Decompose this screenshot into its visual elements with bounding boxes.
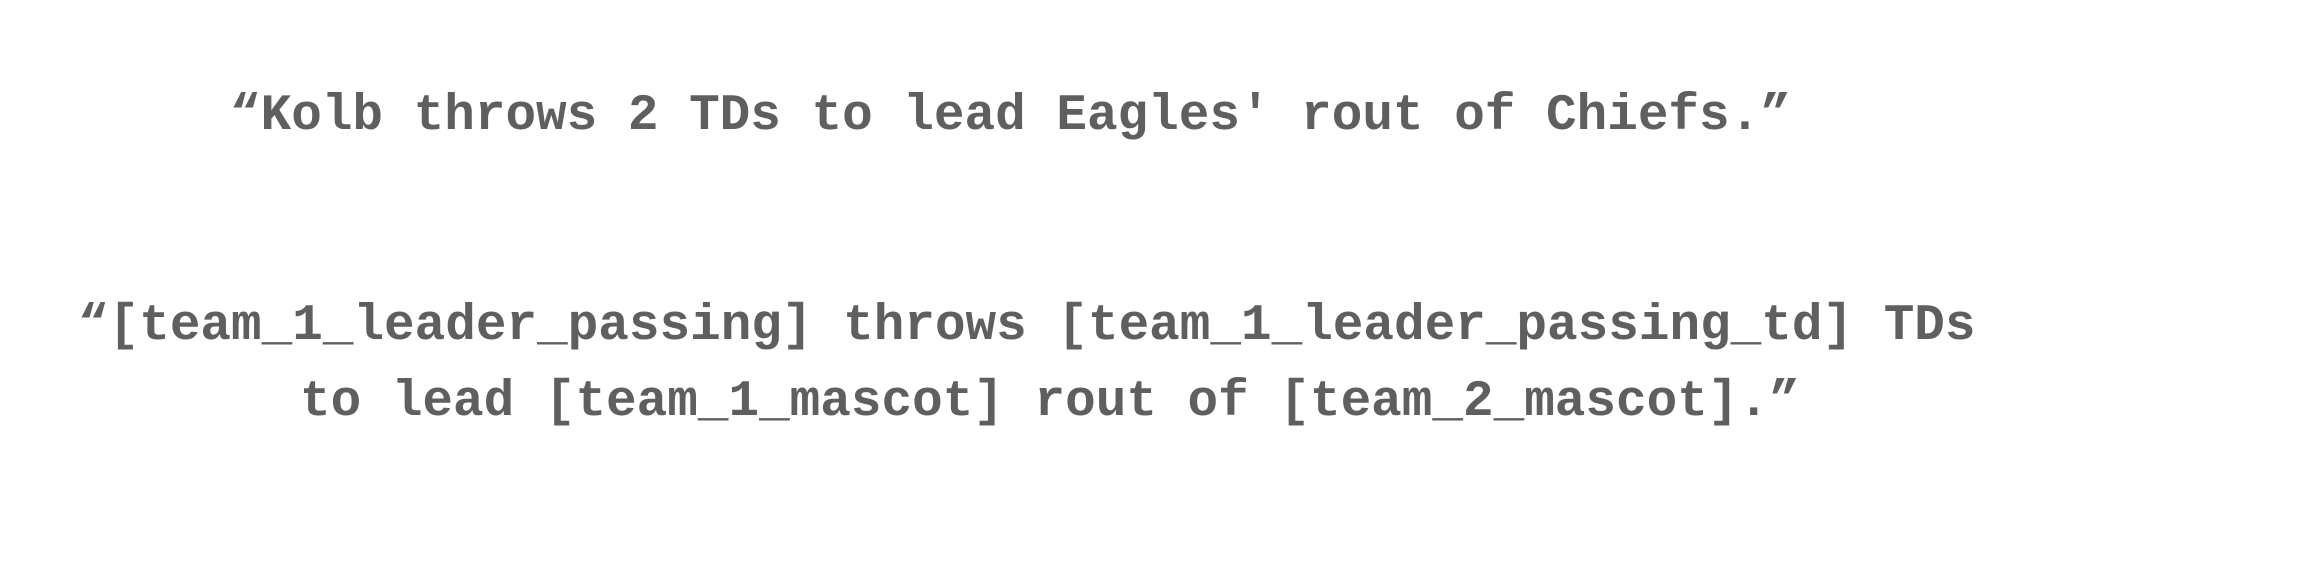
- template-headline-line-2: to lead [team_1_mascot] rout of [team_2_mascot].”: [300, 374, 1800, 431]
- template-headline-line-1: “[team_1_leader_passing] throws [team_1_leader_passing_td] TDs: [78, 298, 1976, 355]
- example-headline: “Kolb throws 2 TDs to lead Eagles' rout of Chiefs.”: [230, 88, 1791, 145]
